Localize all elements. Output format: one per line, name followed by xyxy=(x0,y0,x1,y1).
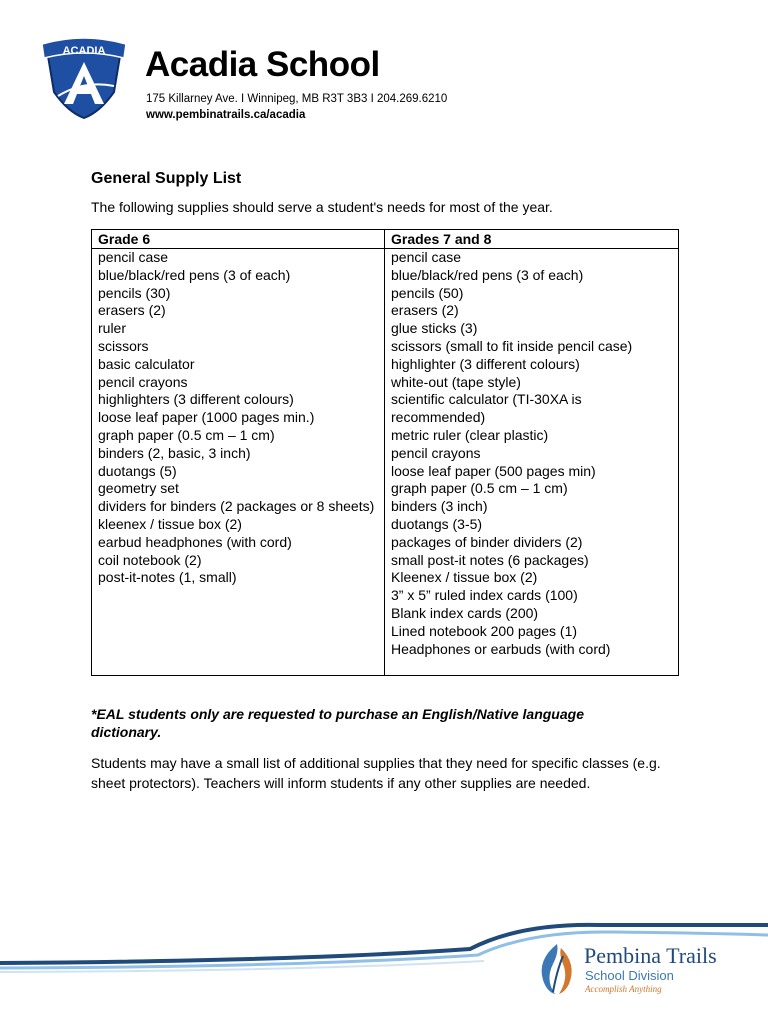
grade7-8-supply-item: duotangs (3-5) xyxy=(391,515,483,532)
grade7-8-supply-item: metric ruler (clear plastic) xyxy=(391,426,549,443)
grade6-supply-item: highlighters (3 different colours) xyxy=(98,391,294,408)
division-name: Pembina Trails xyxy=(584,943,717,968)
grade7-8-supply-item: pencil crayons xyxy=(391,444,481,461)
grade7-8-supply-item: loose leaf paper (500 pages min) xyxy=(391,462,596,479)
grade7-8-supply-item: pencil case xyxy=(391,249,462,265)
school-address: 175 Killarney Ave. I Winnipeg, MB R3T 3B3 I 204.269.6210 xyxy=(146,93,448,105)
grade6-supply-item: pencil case xyxy=(98,249,169,265)
grade7-8-supply-item: erasers (2) xyxy=(391,302,459,319)
grade6-supply-item: earbud headphones (with cord) xyxy=(98,533,292,550)
grade7-8-supply-item: Headphones or earbuds (with cord) xyxy=(391,640,611,657)
grade7-8-supply-item: graph paper (0.5 cm – 1 cm) xyxy=(391,480,568,497)
grade7-8-supply-item: 3” x 5” ruled index cards (100) xyxy=(391,587,578,604)
grade7-8-supply-item: blue/black/red pens (3 of each) xyxy=(391,266,584,283)
school-name: Acadia School xyxy=(145,45,380,84)
intro-text: The following supplies should serve a student's needs for most of the year. xyxy=(91,199,553,215)
acadia-crest-logo xyxy=(38,36,130,120)
document-heading: General Supply List xyxy=(91,170,242,187)
eal-note: *EAL students only are requested to purchase an English/Native language dictionary. xyxy=(91,706,584,740)
grade7-8-supply-item: binders (3 inch) xyxy=(391,498,488,515)
grade6-supply-item: duotangs (5) xyxy=(98,462,177,479)
division-tagline: Accomplish Anything xyxy=(585,984,662,994)
grade7-8-supply-item: Lined notebook 200 pages (1) xyxy=(391,622,578,639)
grade6-supply-item: ruler xyxy=(98,320,127,337)
grade6-supply-item: binders (2, basic, 3 inch) xyxy=(98,444,251,461)
grade7-8-supply-item: highlighter (3 different colours) xyxy=(391,355,580,372)
grade7-8-supply-item: scissors (small to fit inside pencil case) xyxy=(391,337,633,354)
grade6-supply-item: pencils (30) xyxy=(98,284,171,301)
grade7-8-supply-item: white-out (tape style) xyxy=(391,373,521,390)
grade6-supply-item: kleenex / tissue box (2) xyxy=(98,515,242,532)
grade7-8-supply-list xyxy=(391,249,675,658)
grade6-supply-item: coil notebook (2) xyxy=(98,551,202,568)
grade6-supply-item: scissors xyxy=(98,337,149,354)
grade7-8-supply-item: Blank index cards (200) xyxy=(391,604,539,621)
grade7-8-supply-item: packages of binder dividers (2) xyxy=(391,533,583,550)
grade7-8-supply-item: pencils (50) xyxy=(391,284,464,301)
pembina-trails-logo-icon xyxy=(533,940,581,998)
grade6-supply-item: blue/black/red pens (3 of each) xyxy=(98,266,291,283)
column-divider xyxy=(384,230,385,675)
grade7-8-supply-item: Kleenex / tissue box (2) xyxy=(391,569,538,586)
grade6-supply-item: erasers (2) xyxy=(98,302,166,319)
grade6-supply-item: graph paper (0.5 cm – 1 cm) xyxy=(98,426,275,443)
division-subtitle: School Division xyxy=(585,968,674,983)
grade7-8-header: Grades 7 and 8 xyxy=(391,231,492,247)
svg-text:ACADIA: ACADIA xyxy=(62,45,106,57)
grade6-supply-item: dividers for binders (2 packages or 8 sheets) xyxy=(98,498,375,515)
grade7-8-supply-item: glue sticks (3) xyxy=(391,320,478,337)
grade6-supply-item: geometry set xyxy=(98,480,179,497)
grade7-8-supply-item: small post-it notes (6 packages) xyxy=(391,551,589,568)
supply-table xyxy=(91,229,679,676)
grade6-supply-item: pencil crayons xyxy=(98,373,188,390)
grade6-header: Grade 6 xyxy=(98,231,151,247)
grade6-supply-item: basic calculator xyxy=(98,355,195,372)
grade7-8-supply-item: scientific calculator (TI-30XA is recommended) xyxy=(391,391,582,426)
grade6-supply-list xyxy=(98,249,380,587)
grade6-supply-item: loose leaf paper (1000 pages min.) xyxy=(98,409,315,426)
grade6-supply-item: post-it-notes (1, small) xyxy=(98,569,237,586)
school-website: www.pembinatrails.ca/acadia xyxy=(146,109,306,121)
additional-supplies-note: Students may have a small list of additional supplies that they need for specific classes (e.g. sheet protectors). Teachers will inform students if any other supplies are needed. xyxy=(91,755,661,791)
